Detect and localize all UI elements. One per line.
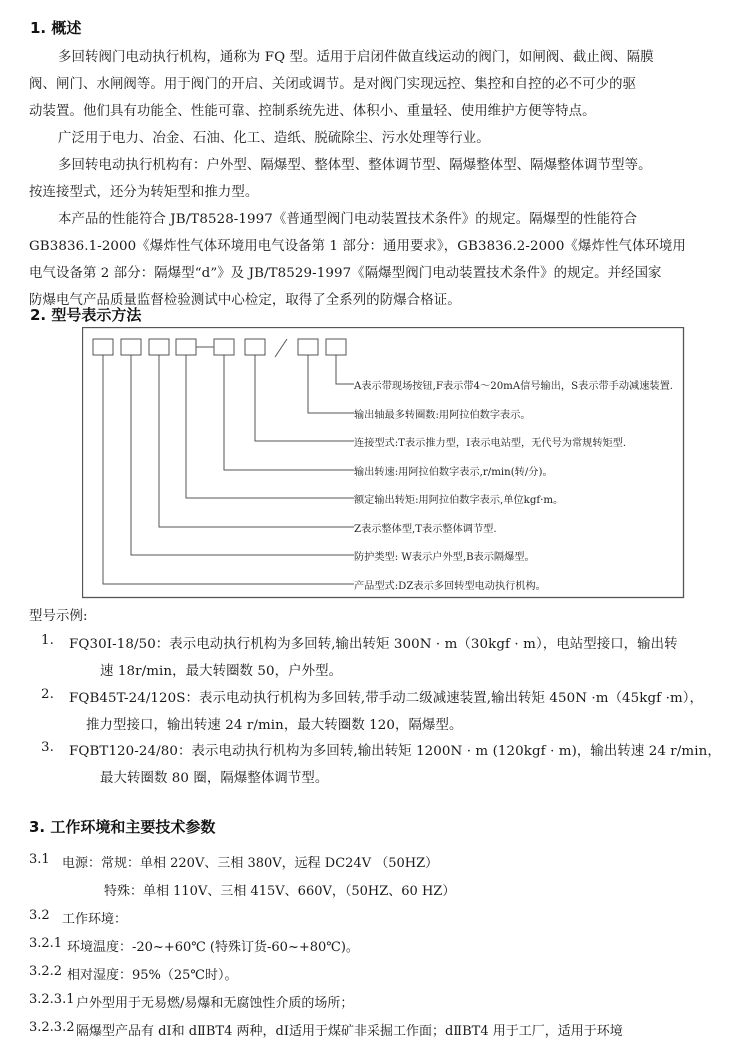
code-box-5 [214,339,234,355]
example-line: FQB45T-24/120S：表示电动执行机构为多回转,带手动二级减速装置,输出转矩 450N ·m（45kgf ·m）， [69,691,704,706]
section-1-heading: 1. 概述 [30,19,82,37]
section-2-heading: 2. 型号表示方法 [30,306,142,324]
example-line: FQBT120-24/80：表示电动执行机构为多回转,输出转矩 1200N · m (120kgf · m)，输出转速 24 r/min， [69,744,721,759]
example-line: FQ30I-18/50：表示电动执行机构为多回转,输出转矩 300N · m（30kgf · m），电站型接口，输出转 [69,637,678,652]
item-text: 环境温度：-20~+60℃ (特殊订货-60~+80℃)。 [67,940,359,955]
paragraph-line: 防爆电气产品质量监督检验测试中心检定，取得了全系列的防爆合格证。 [29,293,461,308]
code-box-6 [245,339,265,355]
code-box-2 [121,339,141,355]
diagram-label: 输出轴最多转圈数:用阿拉伯数字表示。 [354,410,531,421]
leader-line-1 [336,355,354,384]
item-text: 相对湿度：95%（25℃时）。 [67,968,238,983]
item-text: 户外型用于无易燃/易爆和无腐蚀性介质的场所； [76,996,354,1011]
paragraph-line: GB3836.1-2000《爆炸性气体环境用电气设备第 1 部分：通用要求》，GB3836.2-2000《爆炸性气体环境用 [29,239,686,254]
code-box-3 [149,339,169,355]
paragraph-line: 电气设备第 2 部分：隔爆型“d”》及 JB/T8529-1997《隔爆型阀门电动装置技术条件》的规定。并经国家 [29,266,662,281]
examples-title: 型号示例: [29,609,88,624]
diagram-label: 连接型式:T表示推力型，I表示电站型，无代号为常规转矩型. [354,438,627,449]
slash-separator [275,339,287,357]
item-text: 工作环境： [62,912,128,927]
paragraph-line: 按连接型式，还分为转矩型和推力型。 [29,185,259,200]
code-box-4 [176,339,196,355]
example-line: 速 18r/min，最大转圈数 50，户外型。 [100,664,343,679]
diagram-label: A表示带现场按钮,F表示带4～20mA信号输出，S表示带手动减速装置. [354,381,674,392]
example-number: 1. [41,633,54,648]
leader-line-7 [131,355,354,555]
code-box-8 [326,339,346,355]
paragraph-line: 广泛用于电力、冶金、石油、化工、造纸、脱硫除尘、污水处理等行业。 [58,131,490,146]
item-number: 3.2.2 [29,964,63,979]
code-box-1 [93,339,113,355]
diagram-label: 产品型式:DZ表示多回转型电动执行机构。 [354,581,546,592]
leader-line-5 [186,355,354,498]
item-number: 3.2 [29,908,50,923]
paragraph-line: 动装置。他们具有功能全、性能可靠、控制系统先进、体积小、重量轻、使用维护方便等特点。 [29,104,596,119]
diagram-label: 额定输出转矩:用阿拉伯数字表示,单位kgf·m。 [354,495,564,506]
diagram-label: Z表示整体型,T表示整体调节型. [354,524,497,535]
example-line: 推力型接口，输出转速 24 r/min，最大转圈数 120，隔爆型。 [86,718,463,733]
paragraph-line: 阀、闸门、水闸阀等。用于阀门的开启、关闭或调节。是对阀门实现远控、集控和自控的必不可少的驱 [29,77,637,92]
item-text: 隔爆型产品有 dⅠ和 dⅡBT4 两种，dⅠ适用于煤矿非采掘工作面；dⅡBT4 用于工厂，适用于环境 [76,1024,623,1039]
item-number: 3.2.1 [29,936,63,951]
paragraph-line: 多回转阀门电动执行机构，通称为 FQ 型。适用于启闭件做直线运动的阀门，如闸阀、截止阀、隔膜 [58,50,654,65]
example-line: 最大转圈数 80 圈，隔爆整体调节型。 [100,771,329,786]
paragraph-line: 多回转电动执行机构有：户外型、隔爆型、整体型、整体调节型、隔爆整体型、隔爆整体调节型等。 [58,158,652,173]
example-number: 2. [41,687,54,702]
item-number: 3.2.3.1 [29,992,75,1007]
item-text: 特殊：单相 110V、三相 415V、660V，（50HZ、60 HZ） [104,884,456,899]
example-number: 3. [41,740,54,755]
item-text: 电源：常规：单相 220V、三相 380V，远程 DC24V （50HZ） [62,856,439,871]
leader-line-3 [255,355,354,441]
item-number: 3.1 [29,852,50,867]
paragraph-line: 本产品的性能符合 JB/T8528-1997《普通型阀门电动装置技术条件》的规定。隔爆型的性能符合 [58,212,638,227]
code-box-7 [298,339,318,355]
diagram-label: 防护类型: W表示户外型,B表示隔爆型。 [354,552,535,563]
section-3-heading: 3. 工作环境和主要技术参数 [29,818,216,836]
model-designation-diagram [82,327,685,599]
diagram-label: 输出转速:用阿拉伯数字表示,r/min(转/分)。 [354,467,553,478]
item-number: 3.2.3.2 [29,1020,75,1035]
